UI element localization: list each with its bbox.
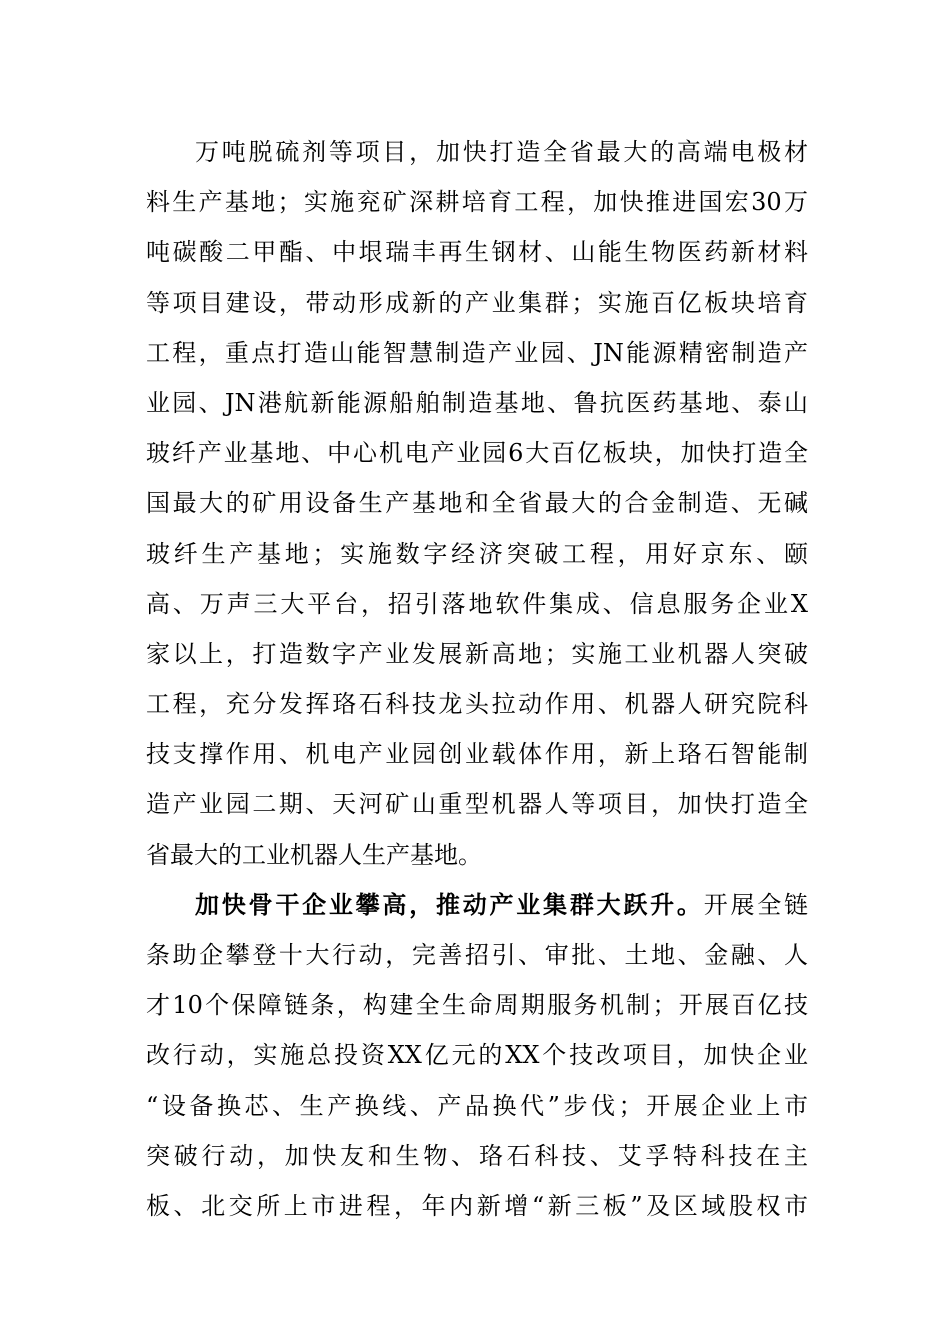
text-line: 国最大的矿用设备生产基地和全省最大的合金制造、无碱 [146, 489, 808, 518]
paragraph-1 [146, 127, 808, 880]
text-line: 才10个保障链条，构建全生命周期服务机制；开展百亿技 [146, 991, 808, 1020]
text-line: 等项目建设，带动形成新的产业集群；实施百亿板块培育 [146, 288, 808, 317]
text-line: 万吨脱硫剂等项目，加快打造全省最大的高端电极材 [195, 138, 808, 166]
paragraph-2 [146, 880, 808, 1231]
text-line: 造产业园二期、天河矿山重型机器人等项目，加快打造全 [146, 790, 808, 819]
text-line: 省最大的工业机器人生产基地。 [146, 840, 482, 869]
paragraph-heading: 加快骨干企业攀高，推动产业集群大跃升。 [195, 889, 704, 919]
text-line: 改行动，实施总投资XX亿元的XX个技改项目，加快企业 [146, 1041, 808, 1070]
text-segment: 开展全链 [703, 890, 809, 919]
text-line: 玻纤生产基地；实施数字经济突破工程，用好京东、颐 [146, 539, 808, 568]
text-line: 吨碳酸二甲酯、中垠瑞丰再生钢材、山能生物医药新材料 [146, 238, 808, 267]
text-line: 玻纤产业基地、中心机电产业园6大百亿板块，加快打造全 [146, 439, 808, 468]
text-line: 突破行动，加快友和生物、珞石科技、艾孚特科技在主 [146, 1141, 808, 1170]
text-line: 家以上，打造数字产业发展新高地；实施工业机器人突破 [146, 639, 808, 668]
text-line: 高、万声三大平台，招引落地软件集成、信息服务企业X [146, 589, 808, 618]
paragraph-2-first-line [146, 880, 808, 930]
text-line: 工程，充分发挥珞石科技龙头拉动作用、机器人研究院科 [146, 690, 808, 719]
text-line: “设备换芯、生产换线、产品换代”步伐；开展企业上市 [146, 1091, 808, 1120]
text-line: 条助企攀登十大行动，完善招引、审批、土地、金融、人 [146, 941, 808, 969]
text-line: 业园、JN港航新能源船舶制造基地、鲁抗医药基地、泰山 [146, 388, 808, 417]
document-body [146, 127, 808, 1231]
text-line: 板、北交所上市进程，年内新增“新三板”及区域股权市 [146, 1191, 808, 1220]
text-line: 料生产基地；实施兖矿深耕培育工程，加快推进国宏30万 [146, 188, 808, 217]
text-line: 工程，重点打造山能智慧制造产业园、JN能源精密制造产 [146, 338, 808, 367]
text-line: 技支撑作用、机电产业园创业载体作用，新上珞石智能制 [146, 740, 808, 769]
